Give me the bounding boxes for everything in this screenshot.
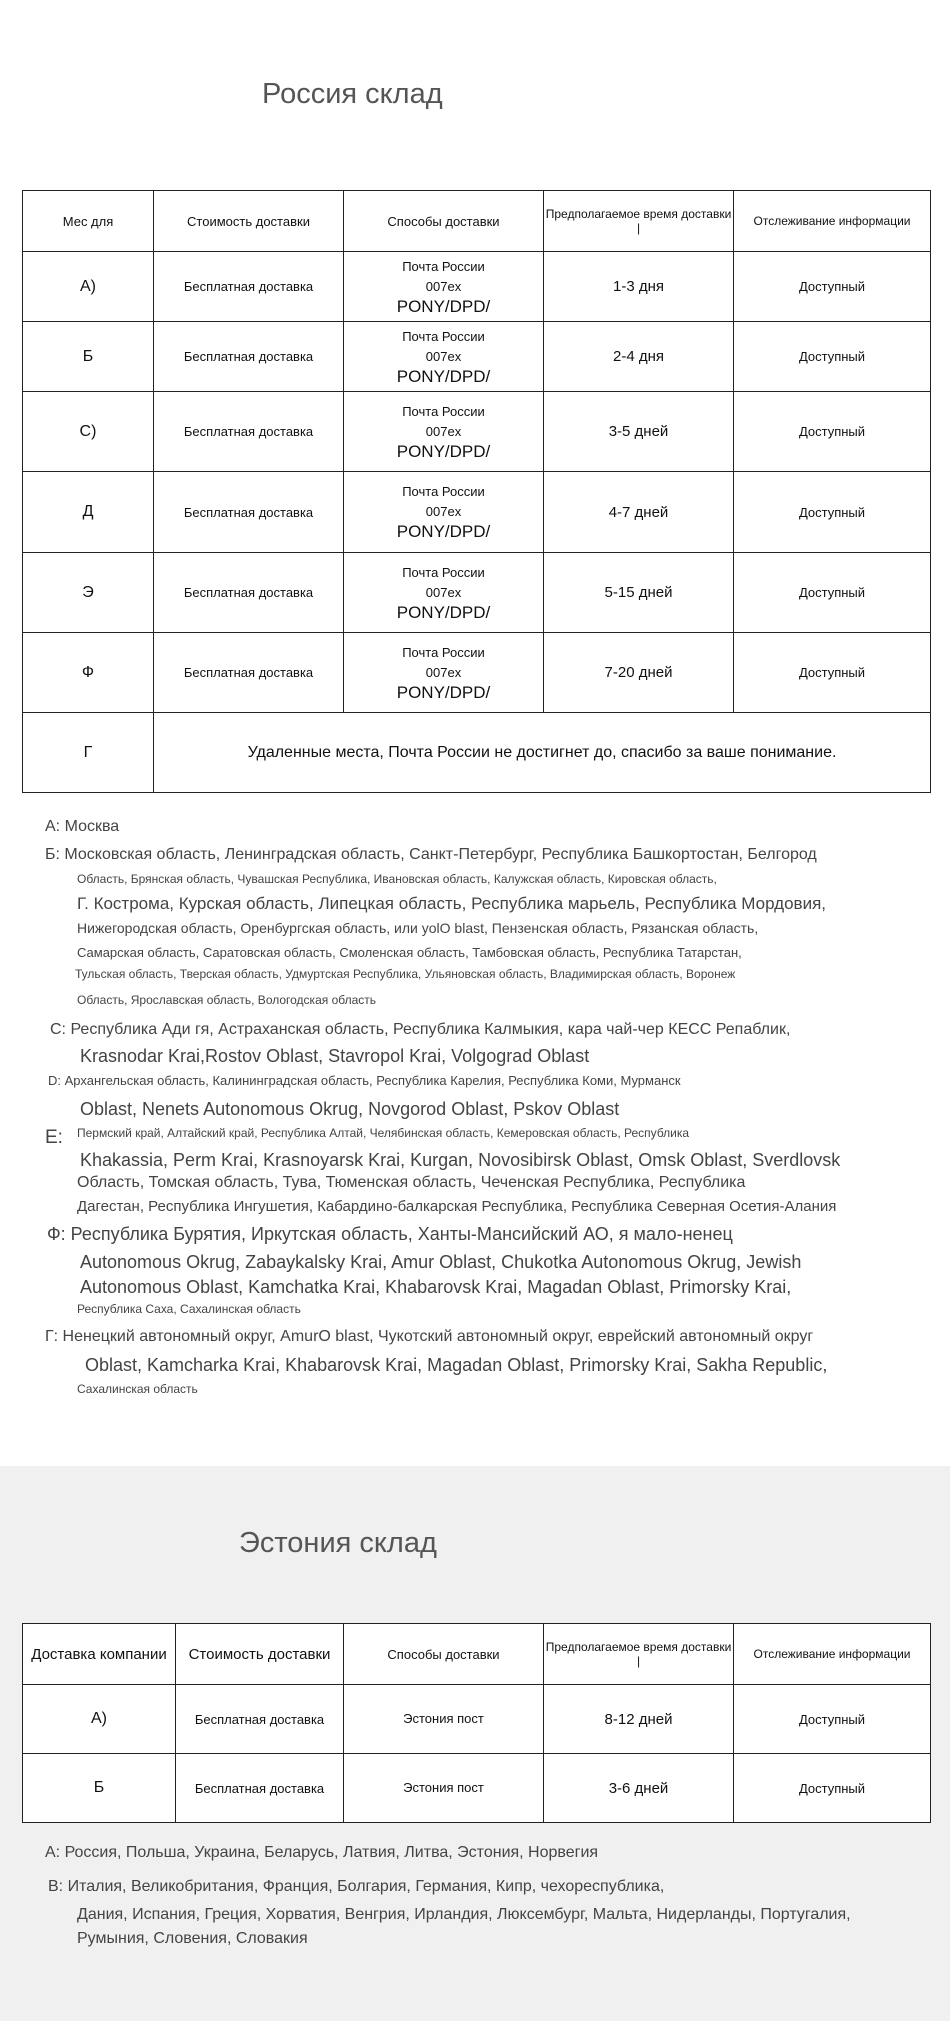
table-row xyxy=(23,1754,931,1823)
cost-cell: Бесплатная доставка xyxy=(176,1754,344,1823)
estonia-title: Эстония склад xyxy=(239,1527,437,1559)
time-cell: 1-3 дня xyxy=(544,252,734,322)
tracking-cell: Доступный xyxy=(734,392,931,472)
method-post: Почта России xyxy=(402,258,485,274)
method-007ex: 007ex xyxy=(425,504,462,519)
legend-line: Г: Ненецкий автономный округ, AmurO blast, Чукотский автономный округ, еврейский автономный округ xyxy=(45,1328,814,1345)
methods-cell xyxy=(344,392,544,472)
legend-line: Нижегородская область, Оренбургская область, или yolO blast, Пензенская область, Рязанская область, xyxy=(77,920,759,936)
methods-cell xyxy=(344,472,544,553)
tracking-cell: Доступный xyxy=(734,633,931,713)
legend-line: Область, Брянская область, Чувашская Республика, Ивановская область, Калужская область, Кировская область, xyxy=(77,872,717,886)
russia-title: Россия склад xyxy=(262,78,443,110)
row-label: Б xyxy=(23,322,154,392)
header-tracking: Отслеживание информации xyxy=(734,191,931,252)
row-label: А) xyxy=(23,1685,176,1754)
legend-line: Oblast, Kamcharka Krai, Khabarovsk Krai, Magadan Oblast, Primorsky Krai, Sakha Republic, xyxy=(85,1355,828,1375)
header-company: Доставка компании xyxy=(23,1624,176,1685)
method-post: Почта России xyxy=(402,484,485,499)
legend-line: Дания, Испания, Греция, Хорватия, Венгрия, Ирландия, Люксембург, Мальта, Нидерланды, Португалия, xyxy=(77,1906,851,1923)
method-007ex: 007ex xyxy=(425,423,462,439)
table-row xyxy=(23,633,931,713)
method-pony: PONY/DPD/ xyxy=(396,296,491,316)
header-region: Мес для xyxy=(23,191,154,252)
cost-cell: Бесплатная доставка xyxy=(154,252,344,322)
row-label: Г xyxy=(23,713,154,793)
legend-line: Республика Саха, Сахалинская область xyxy=(77,1302,301,1316)
table-row xyxy=(23,392,931,472)
table-row xyxy=(23,1685,931,1754)
method-pony: PONY/DPD/ xyxy=(396,602,491,622)
header-cost: Стоимость доставки xyxy=(154,191,344,252)
legend-line: Самарская область, Саратовская область, Смоленская область, Тамбовская область, Республика Татарстан, xyxy=(77,945,742,960)
tracking-cell: Доступный xyxy=(734,322,931,392)
row-label: С) xyxy=(23,392,154,472)
table-row xyxy=(23,553,931,633)
legend-line: Khakassia, Perm Krai, Krasnoyarsk Krai, Kurgan, Novosibirsk Oblast, Omsk Oblast, Sverdlovsk xyxy=(80,1150,841,1170)
cost-cell: Бесплатная доставка xyxy=(154,322,344,392)
time-cell: 4-7 дней xyxy=(544,472,734,553)
method-post: Почта России xyxy=(402,403,485,419)
time-cell: 5-15 дней xyxy=(544,553,734,633)
cost-cell: Бесплатная доставка xyxy=(154,392,344,472)
tracking-cell: Доступный xyxy=(734,1754,931,1823)
methods-cell xyxy=(344,252,544,322)
tracking-cell: Доступный xyxy=(734,1685,931,1754)
header-tracking: Отслеживание информации xyxy=(734,1624,931,1685)
tracking-cell: Доступный xyxy=(734,553,931,633)
russia-shipping-table xyxy=(22,190,931,793)
method-007ex: 007ex xyxy=(425,664,462,680)
remote-note: Удаленные места, Почта России не достигнет до, спасибо за ваше понимание. xyxy=(154,713,931,793)
row-label: Д xyxy=(23,472,154,553)
cost-cell: Бесплатная доставка xyxy=(154,472,344,553)
row-label: Э xyxy=(23,553,154,633)
legend-line: Пермский край, Алтайский край, Республика Алтай, Челябинская область, Кемеровская область, Республика xyxy=(77,1126,690,1140)
legend-line: С: Республика Ади гя, Астраханская область, Республика Калмыкия, кара чай-чер КЕСС Репаблик, xyxy=(50,1021,791,1038)
legend-line: Б: Московская область, Ленинградская область, Санкт-Петербург, Республика Башкортостан, Белгород xyxy=(45,846,817,863)
time-cell: 2-4 дня xyxy=(544,322,734,392)
header-methods: Способы доставки xyxy=(344,191,544,252)
time-cell: 3-5 дней xyxy=(544,392,734,472)
method-post: Почта России xyxy=(402,328,485,344)
tracking-cell: Доступный xyxy=(734,472,931,553)
header-time: Предполагаемое время доставки | xyxy=(544,1624,734,1685)
legend-line: Е: xyxy=(45,1127,63,1148)
method-007ex: 007ex xyxy=(425,584,462,600)
row-label: Ф xyxy=(23,633,154,713)
method-pony: PONY/DPD/ xyxy=(396,441,491,461)
table-row xyxy=(23,322,931,392)
time-cell: 7-20 дней xyxy=(544,633,734,713)
legend-line: D: Архангельская область, Калининградская область, Республика Карелия, Республика Коми, Мурманск xyxy=(48,1073,681,1088)
legend-line: Область, Томская область, Тува, Тюменская область, Чеченская Республика, Республика xyxy=(77,1174,746,1191)
legend-line: А: Москва xyxy=(45,818,120,835)
cost-cell: Бесплатная доставка xyxy=(176,1685,344,1754)
method-pony: PONY/DPD/ xyxy=(396,522,491,541)
header-methods: Способы доставки xyxy=(344,1624,544,1685)
table-row-remote xyxy=(23,713,931,793)
legend-line: А: Россия, Польша, Украина, Беларусь, Латвия, Литва, Эстония, Норвегия xyxy=(45,1844,599,1861)
methods-cell: Эстония пост xyxy=(344,1754,544,1823)
estonia-shipping-table xyxy=(22,1623,931,1823)
legend-line: Autonomous Okrug, Zabaykalsky Krai, Amur Oblast, Chukotka Autonomous Okrug, Jewish xyxy=(80,1252,802,1272)
legend-line: Г. Кострома, Курская область, Липецкая область, Республика марьель, Республика Мордовия, xyxy=(77,894,827,913)
legend-line: Румыния, Словения, Словакия xyxy=(77,1930,308,1947)
method-post: Почта России xyxy=(402,644,485,660)
table-header-row xyxy=(23,191,931,252)
methods-cell xyxy=(344,553,544,633)
legend-line: Krasnodar Krai,Rostov Oblast, Stavropol Krai, Volgograd Oblast xyxy=(80,1046,590,1066)
row-label: Б xyxy=(23,1754,176,1823)
methods-cell xyxy=(344,322,544,392)
time-cell: 8-12 дней xyxy=(544,1685,734,1754)
header-time: Предполагаемое время доставки | xyxy=(544,191,734,252)
method-007ex: 007ex xyxy=(425,348,462,364)
table-header-row xyxy=(23,1624,931,1685)
estonia-section xyxy=(0,1466,950,2021)
legend-line: Область, Ярославская область, Вологодская область xyxy=(77,993,377,1007)
row-label: А) xyxy=(23,252,154,322)
methods-cell xyxy=(344,633,544,713)
time-cell: 3-6 дней xyxy=(544,1754,734,1823)
tracking-cell: Доступный xyxy=(734,252,931,322)
method-pony: PONY/DPD/ xyxy=(396,366,491,386)
method-pony: PONY/DPD/ xyxy=(396,682,491,702)
header-cost: Стоимость доставки xyxy=(176,1624,344,1685)
method-007ex: 007ex xyxy=(425,278,462,294)
legend-line: Oblast, Nenets Autonomous Okrug, Novgorod Oblast, Pskov Oblast xyxy=(80,1099,620,1119)
legend-line: Дагестан, Республика Ингушетия, Кабардино-балкарская Республика, Республика Северная Осетия-Алания xyxy=(77,1198,837,1215)
table-row xyxy=(23,252,931,322)
method-post: Почта России xyxy=(402,564,485,580)
legend-line: В: Италия, Великобритания, Франция, Болгария, Германия, Кипр, чехореспублика, xyxy=(48,1878,665,1895)
methods-cell: Эстония пост xyxy=(344,1685,544,1754)
cost-cell: Бесплатная доставка xyxy=(154,633,344,713)
table-row xyxy=(23,472,931,553)
legend-line: Ф: Республика Бурятия, Иркутская область, Ханты-Мансийский АО, я мало-ненец xyxy=(47,1224,733,1244)
legend-line: Тульская область, Тверская область, Удмуртская Республика, Ульяновская область, Владимирская область, Воронеж xyxy=(75,967,736,981)
cost-cell: Бесплатная доставка xyxy=(154,553,344,633)
legend-line: Сахалинская область xyxy=(77,1382,198,1396)
legend-line: Autonomous Oblast, Kamchatka Krai, Khabarovsk Krai, Magadan Oblast, Primorsky Krai, xyxy=(80,1277,792,1297)
